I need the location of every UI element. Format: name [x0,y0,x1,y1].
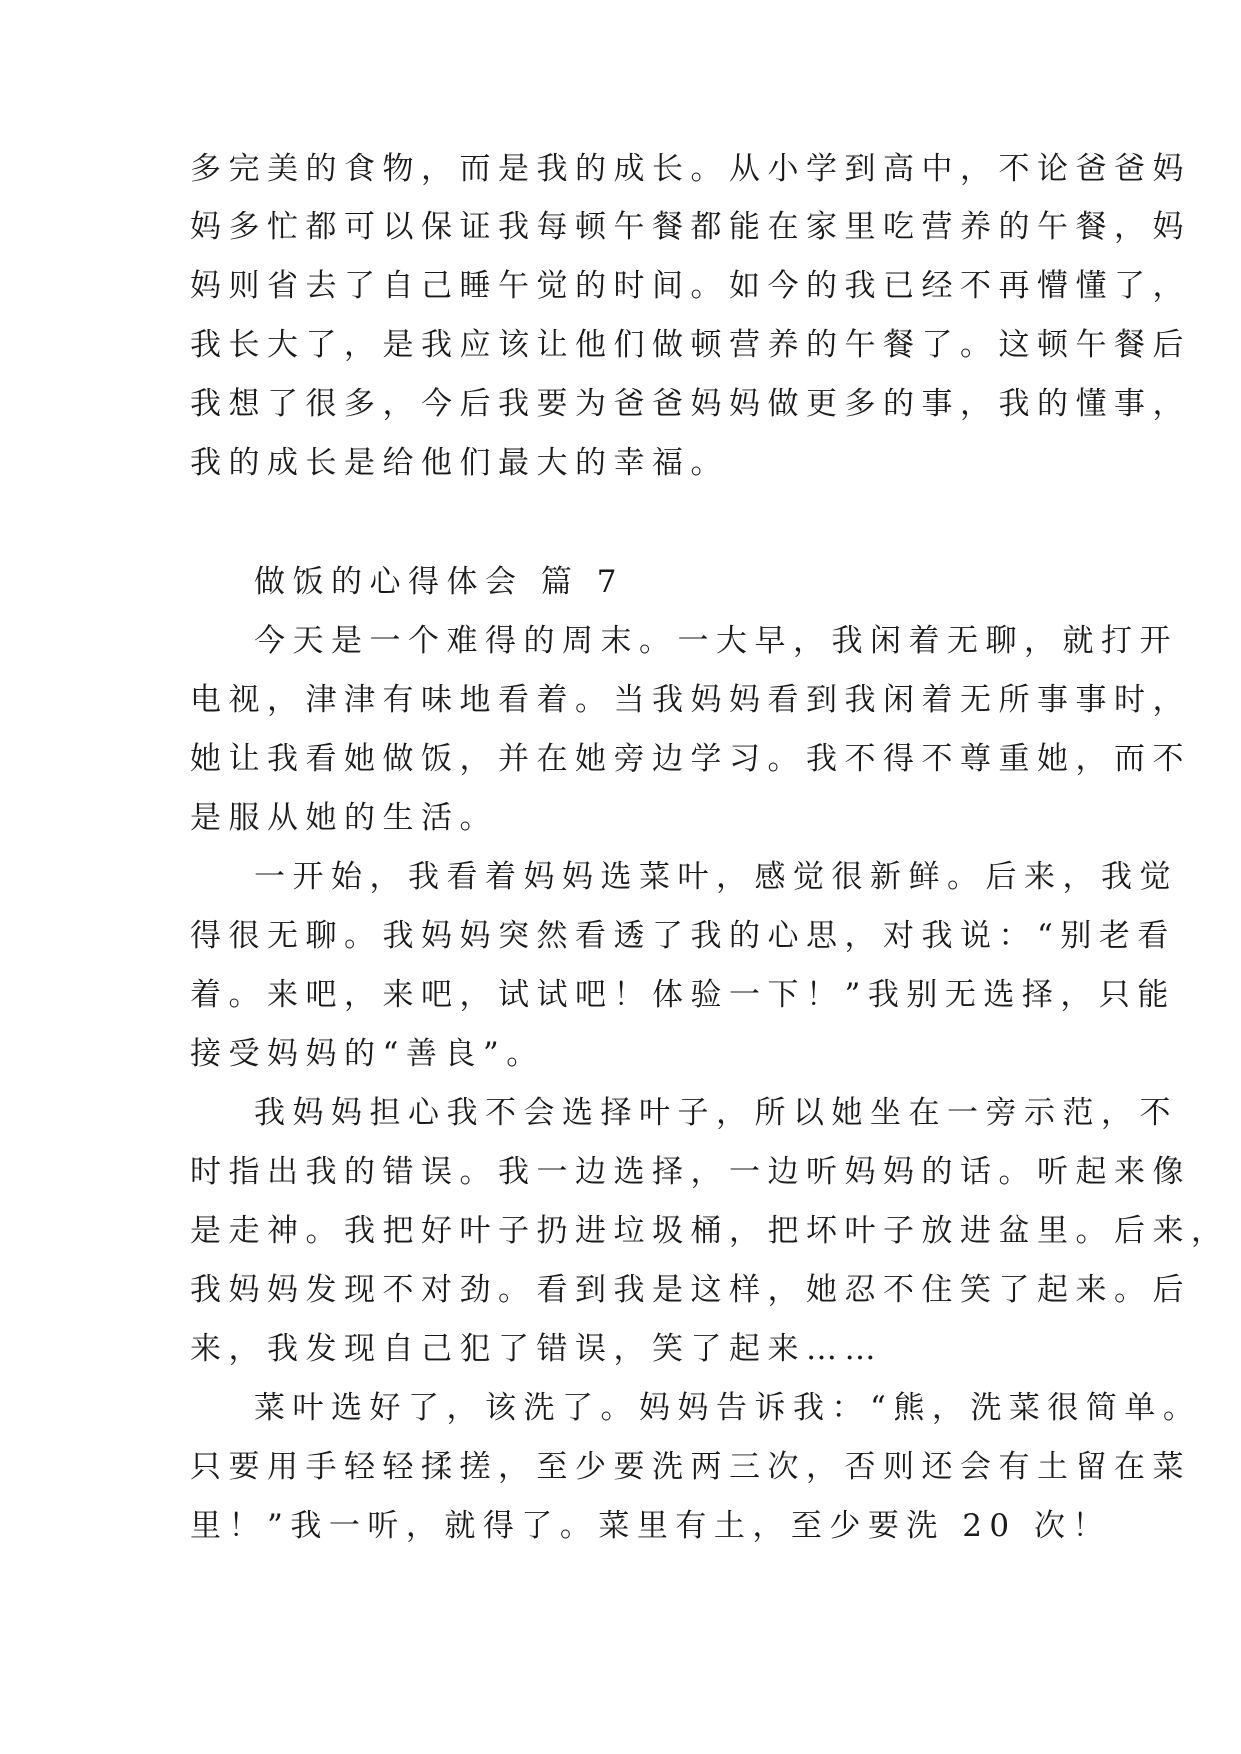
paragraph-line: 我长大了，是我应该让他们做顿营养的午餐了。这顿午餐后 [190,327,1191,363]
paragraph-line: 里！”我一听，就得了。菜里有土，至少要洗 20 次！ [190,1508,1112,1544]
paragraph-line: 我的成长是给他们最大的幸福。 [190,445,729,481]
paragraph-line: 着。来吧，来吧，试试吧！体验一下！”我别无选择，只能 [190,977,1176,1013]
paragraph-line: 来，我发现自己犯了错误，笑了起来…… [190,1331,883,1367]
paragraph-line: 是服从她的生活。 [190,800,498,836]
paragraph-line: 菜叶选好了，该洗了。妈妈告诉我：“熊，洗菜很简单。 [254,1390,1202,1426]
paragraph-line: 我妈妈担心我不会选择叶子，所以她坐在一旁示范，不 [254,1095,1178,1131]
paragraph-line: 妈则省去了自己睡午觉的时间。如今的我已经不再懵懂了， [190,268,1191,304]
paragraph-line: 得很无聊。我妈妈突然看透了我的心思，对我说：“别老看 [190,918,1176,954]
paragraph-line: 我妈妈发现不对劲。看到我是这样，她忍不住笑了起来。后 [190,1272,1191,1308]
paragraph-line: 今天是一个难得的周末。一大早，我闲着无聊，就打开 [254,623,1178,659]
paragraph-line: 我想了很多，今后我要为爸爸妈妈做更多的事，我的懂事， [190,386,1191,422]
paragraph-line: 是走神。我把好叶子扔进垃圾桶，把坏叶子放进盆里。后来， [190,1213,1230,1249]
paragraph-line: 只要用手轻轻揉搓，至少要洗两三次，否则还会有土留在菜 [190,1449,1191,1485]
paragraph-line: 接受妈妈的“善良”。 [190,1036,545,1072]
paragraph-line: 妈多忙都可以保证我每顿午餐都能在家里吃营养的午餐，妈 [190,209,1191,245]
paragraph-line: 她让我看她做饭，并在她旁边学习。我不得不尊重她，而不 [190,741,1191,777]
paragraph-line: 时指出我的错误。我一边选择，一边听妈妈的话。听起来像 [190,1154,1191,1190]
paragraph-line: 多完美的食物，而是我的成长。从小学到高中，不论爸爸妈 [190,151,1191,187]
section-heading: 做饭的心得体会 篇 7 [254,564,624,600]
paragraph-line: 一开始，我看着妈妈选菜叶，感觉很新鲜。后来，我觉 [254,859,1178,895]
paragraph-line: 电视，津津有味地看着。当我妈妈看到我闲着无所事事时， [190,682,1191,718]
